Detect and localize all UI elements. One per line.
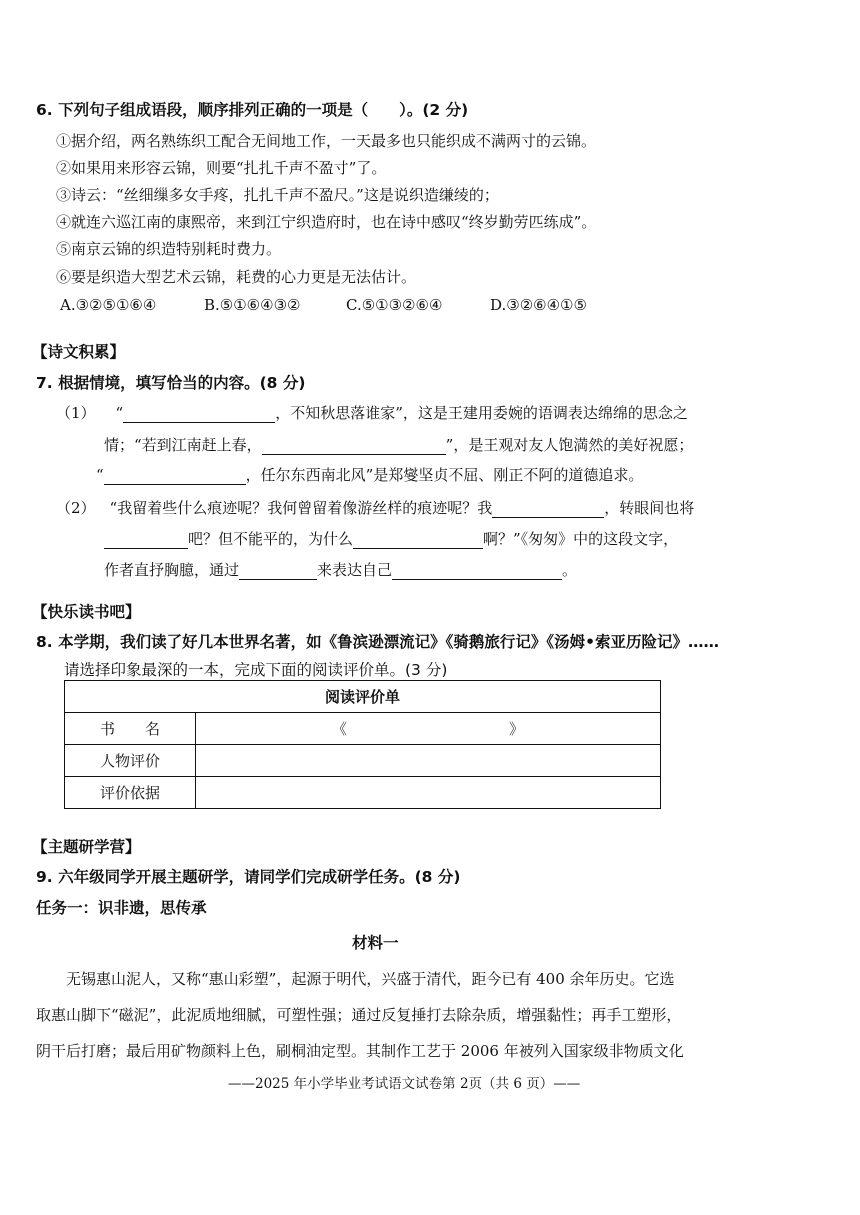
- section-heading-research: 【主题研学营】: [32, 838, 141, 856]
- q7-part1-number: （1）: [56, 404, 96, 422]
- q6-stem: 6. 下列句子组成语段，顺序排列正确的一项是（ ）。(2 分): [36, 101, 469, 119]
- section-heading-poetry: 【诗文积累】: [32, 343, 126, 361]
- q6-item-3: ③诗云：“丝细缫多女手疼，扎扎千声不盈尺。”这是说织造缣绫的；: [56, 186, 499, 204]
- table-title: 阅读评价单: [65, 681, 661, 713]
- evaluation-basis-cell[interactable]: [196, 777, 661, 809]
- q7-part2-text3c: 。: [562, 561, 578, 579]
- material-line-1: 无锡惠山泥人，又称“惠山彩塑”，起源于明代，兴盛于清代，距今已有 400 余年历史。它选: [66, 970, 675, 988]
- answer-blank-4[interactable]: [492, 500, 604, 518]
- answer-blank-7[interactable]: [239, 562, 317, 580]
- q6-item-2: ②如果用来形容云锦，则要“扎扎千声不盈寸”了。: [56, 159, 387, 177]
- q7-stem: 7. 根据情境，填写恰当的内容。(8 分): [36, 374, 306, 392]
- table-row: [65, 777, 661, 809]
- row-label-book-title: 书 名: [65, 713, 196, 745]
- material-line-3: 阴干后打磨；最后用矿物颜料上色，刷桐油定型。其制作工艺于 2006 年被列入国家级非物质文化: [36, 1042, 684, 1060]
- answer-blank-8[interactable]: [392, 562, 562, 580]
- q7-part2-line1: [56, 497, 694, 518]
- row-label-character-evaluation: 人物评价: [65, 745, 196, 777]
- quote-mark: “: [115, 404, 124, 422]
- answer-blank-6[interactable]: [353, 531, 483, 549]
- q7-part2-text1a: “我留着些什么痕迹呢？我何曾留着像游丝样的痕迹呢？我: [109, 499, 493, 517]
- q7-part1-line1: [56, 402, 688, 423]
- answer-blank-5[interactable]: [104, 531, 188, 549]
- character-evaluation-cell[interactable]: [196, 745, 661, 777]
- reading-evaluation-table: [64, 680, 661, 809]
- row-label-evaluation-basis: 评价依据: [65, 777, 196, 809]
- q7-part2-line3: [104, 559, 577, 580]
- quote-mark: “: [96, 466, 104, 484]
- q7-part2-text2a: 吧？但不能平的，为什么: [188, 530, 354, 548]
- q6-item-1: ①据介绍，两名熟练织工配合无间地工作，一天最多也只能织成不满两寸的云锦。: [56, 132, 597, 150]
- q7-part2-text1b: ，转眼间也将: [604, 499, 695, 517]
- answer-blank-3[interactable]: [104, 467, 246, 485]
- book-title-cell[interactable]: [196, 713, 661, 745]
- q7-part1-text3: ，任尔东西南北风”是郑燮坚贞不屈、刚正不阿的道德追求。: [245, 466, 644, 484]
- q7-part2-text3a: 作者直抒胸臆，通过: [104, 561, 240, 579]
- table-row: [65, 713, 661, 745]
- q7-part1-line3: [96, 464, 643, 485]
- q9-task1: 任务一：识非遗，思传承: [36, 899, 207, 917]
- q7-part2-text2b: 啊？”《匆匆》中的这段文字，: [483, 530, 679, 548]
- answer-blank-1[interactable]: [123, 405, 275, 423]
- q6-item-4: ④就连六巡江南的康熙帝，来到江宁织造府时，也在诗中感叹“终岁勤劳匹练成”。: [56, 213, 597, 231]
- q7-part1-text1: ，不知秋思落谁家”，这是王建用委婉的语调表达绵绵的思念之: [275, 404, 688, 422]
- q7-part1-text2a: 情；“若到江南赶上春，: [104, 436, 262, 454]
- q9-stem: 9. 六年级同学开展主题研学，请同学们完成研学任务。(8 分): [36, 868, 461, 886]
- q8-stem: 8. 本学期，我们读了好几本世界名著，如《鲁滨逊漂流记》《骑鹅旅行记》《汤姆•索亚历险记》……: [36, 633, 719, 651]
- q7-part1-text2b: ”，是王观对友人饱満然的美好祝愿；: [445, 436, 694, 454]
- close-bracket: 》: [508, 720, 524, 738]
- q6-item-6: ⑥要是织造大型艺术云锦，耗费的心力更是无法估计。: [56, 268, 417, 286]
- q8-instruction: 请选择印象最深的一本，完成下面的阅读评价单。(3 分): [64, 661, 448, 679]
- table-row: [65, 745, 661, 777]
- q6-option-b[interactable]: B.⑤①⑥④③②: [204, 296, 301, 314]
- q6-option-c[interactable]: C.⑤①③②⑥④: [346, 296, 443, 314]
- q6-item-5: ⑤南京云锦的织造特别耗时费力。: [56, 240, 282, 258]
- q7-part2-text3b: 来表达自己: [317, 561, 393, 579]
- section-heading-reading: 【快乐读书吧】: [32, 603, 141, 621]
- q6-option-d[interactable]: D.③②⑥④①⑤: [490, 296, 587, 314]
- page-footer: ——2025 年小学毕业考试语文试卷第 2页（共 6 页）——: [228, 1076, 581, 1092]
- answer-blank-2[interactable]: [262, 437, 446, 455]
- q7-part2-line2: [104, 528, 678, 549]
- q6-option-a[interactable]: A.③②⑤①⑥④: [60, 296, 157, 314]
- q7-part2-number: （2）: [56, 499, 96, 517]
- material-title: 材料一: [352, 934, 399, 952]
- q7-part1-line2: [104, 434, 693, 455]
- material-line-2: 取惠山脚下“磁泥”，此泥质地细腻，可塑性强；通过反复捶打去除杂质，增强黏性；再手工塑形，: [36, 1006, 682, 1024]
- open-bracket: 《: [332, 720, 348, 738]
